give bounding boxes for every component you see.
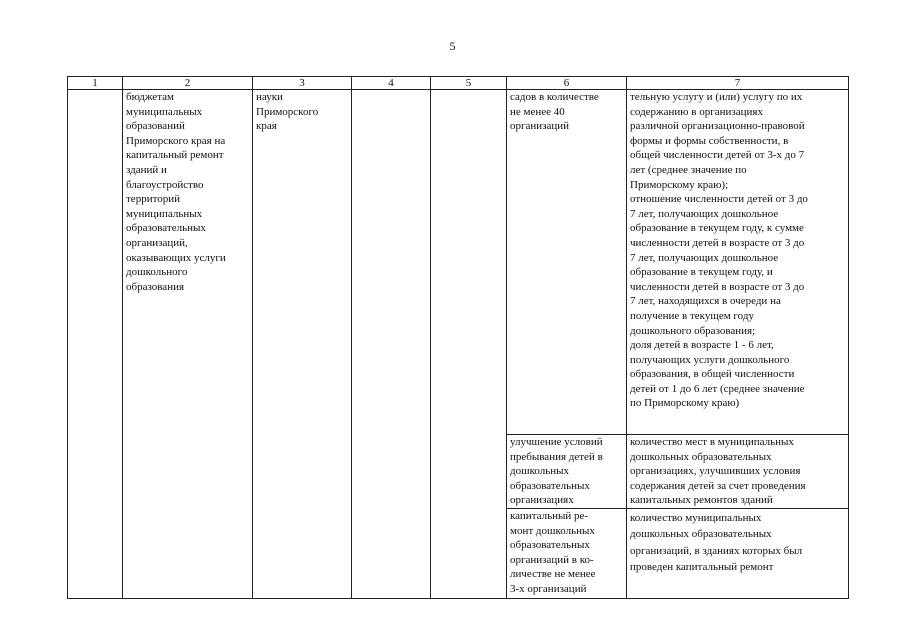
column-header-3: 3 [253,77,352,90]
table-row [68,90,849,435]
column-header-2: 2 [123,77,253,90]
column-header-6: 6 [507,77,627,90]
header-row [68,77,849,90]
cell-number [68,90,123,599]
column-header-5: 5 [431,77,507,90]
cell-measure-name: бюджетам муниципальных образований Приморского края на капитальный ремонт зданий и благоустройство территорий муниципальных образовательных организаций, оказывающих услуги дошкольного образования [123,90,253,599]
column-header-7: 7 [627,77,849,90]
cell-result: капитальный ре- монт дошкольных образовательных организаций в ко- личестве не менее 3-х организаций [507,508,627,598]
cell-indicator: количество мест в муниципальных дошкольных образовательных организациях, улучшивших условия содержания детей за счет проведения капитальных ремонтов зданий [627,435,849,509]
column-header-1: 1 [68,77,123,90]
cell-indicator: количество муниципальных дошкольных образовательных организаций, в зданиях которых был проведен капитальный ремонт [627,508,849,598]
cell-col4 [352,90,431,599]
cell-col5 [431,90,507,599]
program-table [67,76,849,599]
cell-indicator: тельную услугу и (или) услугу по их содержанию в организациях различной организационно-правовой формы и формы собственности, в общей численности детей от 3-х до 7 лет (среднее значение по Приморскому краю); отношение численности детей от 3 до 7 лет, получающих дошкольное образование в текущем году, к сумме численности детей в возрасте от 3 до 7 лет, получающих дошкольное образование в текущем году, и численности детей в возрасте от 3 до 7 лет, находящихся в очереди на получение в текущем году дошкольного образования; доля детей в возрасте 1 - 6 лет, получающих услуги дошкольного образования, в общей численности детей от 1 до 6 лет (среднее значение по Приморскому краю) [627,90,849,435]
column-header-4: 4 [352,77,431,90]
cell-result: садов в количестве не менее 40 организаций [507,90,627,435]
cell-result: улучшение условий пребывания детей в дошкольных образовательных организациях [507,435,627,509]
cell-executor: науки Приморского края [253,90,352,599]
page-number: 5 [449,39,456,53]
